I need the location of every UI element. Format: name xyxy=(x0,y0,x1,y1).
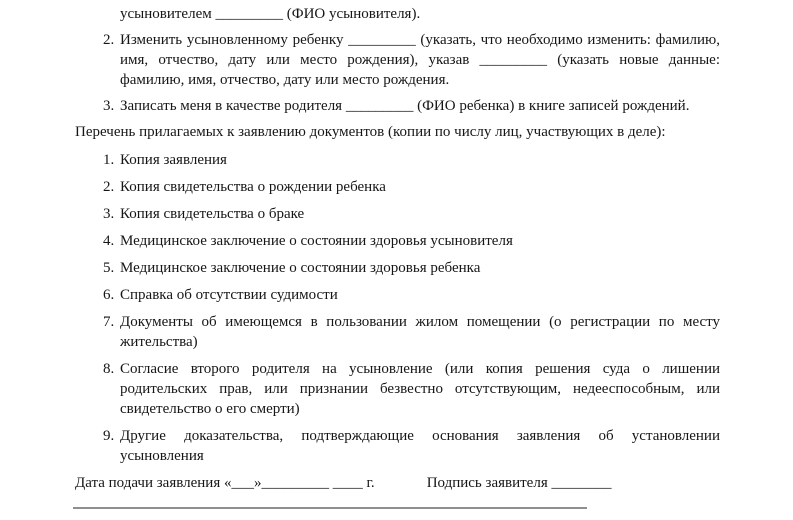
attachment-item-8-text: Согласие второго родителя на усыновление (или копия решения суда о лишении родительских прав, или признании безвестно отсутствующим, недееспособным, или свидетельство о его смерти) xyxy=(120,361,720,417)
attachment-item-3-text: Копия свидетельства о браке xyxy=(120,206,305,222)
attachment-item-6-text: Справка об отсутствии судимости xyxy=(120,287,338,303)
attachment-item-5 xyxy=(75,258,720,278)
attachment-item-5-number: 5. xyxy=(103,260,115,276)
petition-item-2-number: 2. xyxy=(103,32,115,48)
attachment-item-1 xyxy=(75,150,720,170)
attachment-item-7-text: Документы об имеющемся в пользовании жилом помещении (о регистрации по месту жительства) xyxy=(120,314,720,350)
attachment-item-2-text: Копия свидетельства о рождении ребенка xyxy=(120,179,386,195)
attachment-item-7-number: 7. xyxy=(103,314,115,330)
attachment-item-9-number: 9. xyxy=(103,428,115,444)
attachments-list xyxy=(75,150,720,466)
petition-item-3-number: 3. xyxy=(103,98,115,114)
attachments-section xyxy=(75,122,720,466)
attachment-item-7 xyxy=(75,312,720,352)
petition-requests-section xyxy=(75,4,720,116)
attachment-item-4-number: 4. xyxy=(103,233,115,249)
petition-item-2 xyxy=(75,30,720,90)
footer-line xyxy=(75,473,720,493)
attachment-item-1-number: 1. xyxy=(103,152,115,168)
attachment-item-6 xyxy=(75,285,720,305)
applicant-signature-field: Подпись заявителя ________ xyxy=(426,475,612,491)
attachment-item-5-text: Медицинское заключение о состоянии здоровья ребенка xyxy=(120,260,481,276)
attachment-item-8-number: 8. xyxy=(103,361,115,377)
petition-item-2-text: Изменить усыновленному ребенку _________ (указать, что необходимо изменить: фамилию, имя, отчество, дату или место рождения), указав _________ (указать новые данные: фамилию, имя, отчество, дату или место рождения. xyxy=(120,32,720,88)
attachment-item-2 xyxy=(75,177,720,197)
petition-item1-continuation: усыновителем _________ (ФИО усыновителя). xyxy=(120,6,421,22)
attachment-item-4 xyxy=(75,231,720,251)
attachment-item-3 xyxy=(75,204,720,224)
attachment-item-8 xyxy=(75,359,720,419)
attachment-item-9 xyxy=(75,426,720,466)
attachment-item-3-number: 3. xyxy=(103,206,115,222)
page-bottom-rule xyxy=(73,507,587,509)
attachment-item-4-text: Медицинское заключение о состоянии здоровья усыновителя xyxy=(120,233,513,249)
filing-date-field: Дата подачи заявления «___»_________ ____ г. xyxy=(75,475,375,491)
petition-item-3-text: Записать меня в качестве родителя _________ (ФИО ребенка) в книге записей рождений. xyxy=(120,98,690,114)
attachment-item-6-number: 6. xyxy=(103,287,115,303)
attachment-item-1-text: Копия заявления xyxy=(120,152,227,168)
attachment-item-9-text: Другие доказательства, подтверждающие основания заявления об установлении усыновления xyxy=(120,428,720,464)
petition-item-3 xyxy=(75,96,720,116)
attachments-heading: Перечень прилагаемых к заявлению документов (копии по числу лиц, участвующих в деле): xyxy=(75,124,666,140)
attachment-item-2-number: 2. xyxy=(103,179,115,195)
